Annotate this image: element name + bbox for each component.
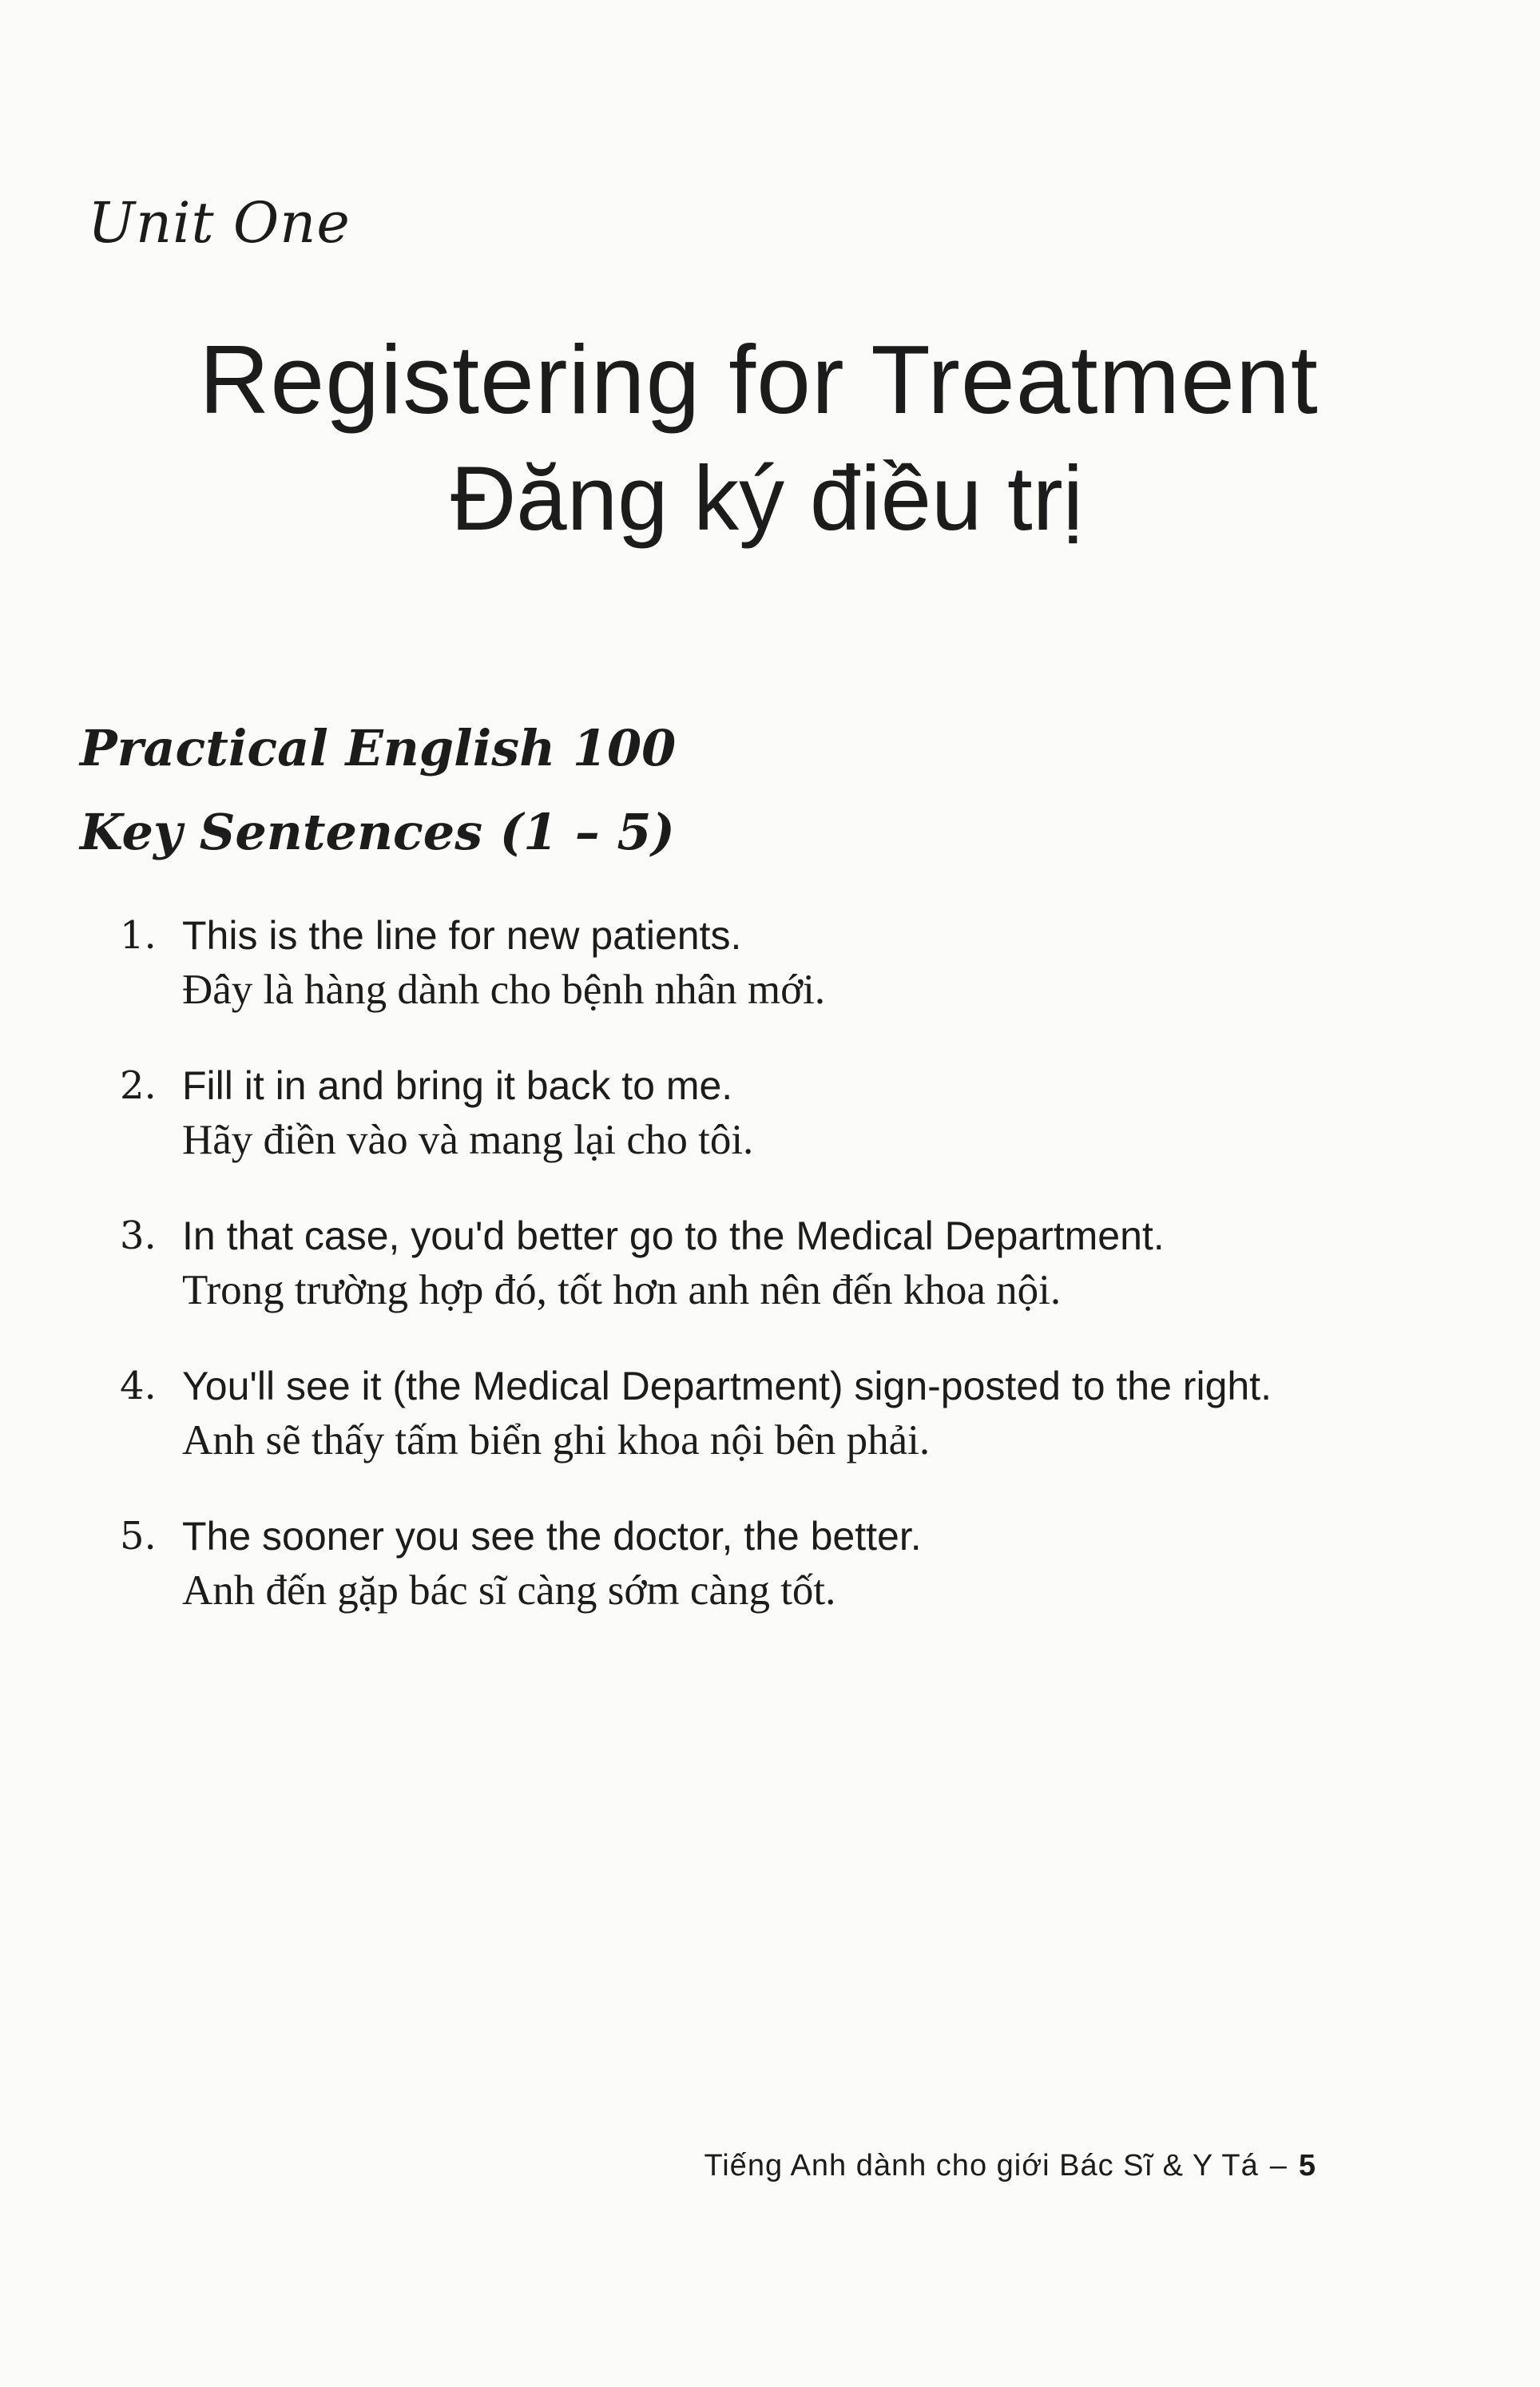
page-footer [704, 2149, 1316, 2183]
sentence-vietnamese: Anh sẽ thấy tấm biển ghi khoa nội bên phải. [182, 1417, 931, 1464]
list-item [120, 1061, 1318, 1165]
item-number: 1. [120, 913, 157, 958]
page-title-vietnamese: Đăng ký điều trị [450, 448, 1084, 550]
sentence-english: This is the line for new patients. [182, 913, 742, 958]
title-block [0, 320, 1422, 559]
sentence-vietnamese: Đây là hàng dành cho bệnh nhân mới. [182, 967, 826, 1013]
item-number: 3. [120, 1213, 157, 1258]
list-item [120, 911, 1318, 1015]
sentence-vietnamese: Hãy điền vào và mang lại cho tôi. [182, 1117, 754, 1163]
item-number: 5. [120, 1514, 157, 1559]
item-number: 2. [120, 1063, 157, 1108]
sentence-vietnamese: Anh đến gặp bác sĩ càng sớm càng tốt. [182, 1567, 836, 1614]
list-item [120, 1361, 1318, 1465]
footer-book-title: Tiếng Anh dành cho giới Bác Sĩ & Y Tá [704, 2149, 1259, 2182]
page-number: 5 [1298, 2149, 1316, 2182]
sentence-english: The sooner you see the doctor, the better. [182, 1514, 922, 1559]
section-heading: Practical English 100 [80, 719, 677, 777]
sentence-english: Fill it in and bring it back to me. [182, 1063, 733, 1108]
sentence-english: In that case, you'd better go to the Medical Department. [182, 1213, 1165, 1258]
key-sentence-list [120, 911, 1318, 1662]
sentence-vietnamese: Trong trường hợp đó, tốt hơn anh nên đến khoa nội. [182, 1267, 1062, 1313]
subsection-heading: Key Sentences (1 – 5) [80, 803, 675, 861]
footer-separator: – [1269, 2149, 1288, 2182]
sentence-english: You'll see it (the Medical Department) sign-posted to the right. [182, 1364, 1272, 1408]
list-item [120, 1511, 1318, 1615]
page-title-english: Registering for Treatment [199, 325, 1319, 434]
unit-label: Unit One [88, 190, 351, 256]
item-number: 4. [120, 1364, 157, 1408]
list-item [120, 1211, 1318, 1315]
